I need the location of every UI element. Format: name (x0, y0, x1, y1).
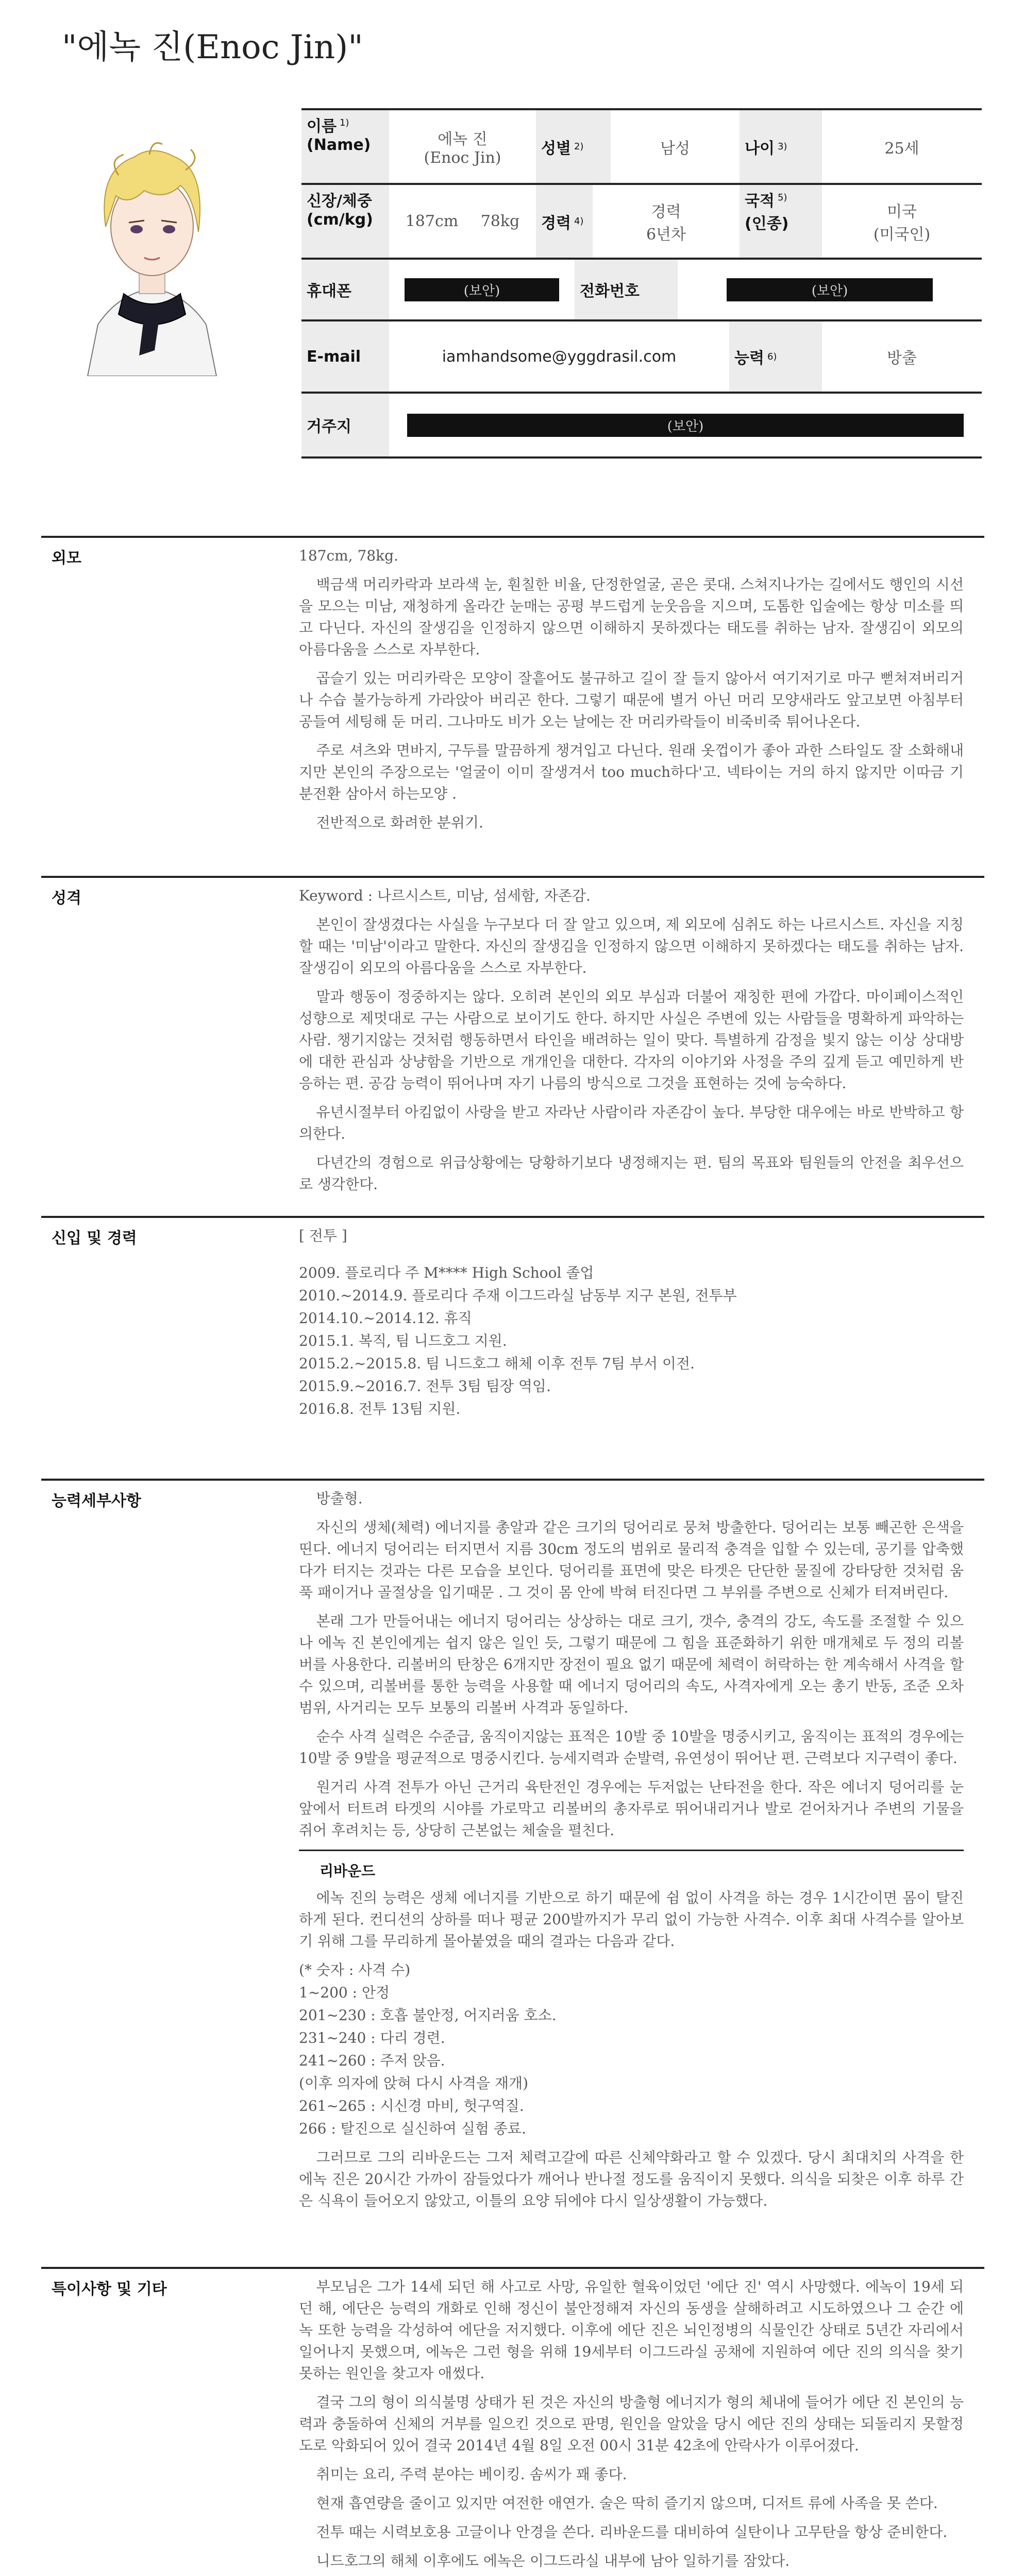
appearance-p1: 187cm, 78kg. (299, 547, 398, 564)
name-value-en: (Enoc Jin) (424, 149, 501, 167)
profile-row-body (301, 183, 982, 258)
hw-label-cell (301, 185, 389, 258)
nation-value-cell (822, 185, 982, 258)
notes-p6: 니드호그의 해체 이후에도 에녹은 이그드라실 내부에 남아 일하기를 잠았다. (316, 2552, 790, 2569)
age-footnote: 3) (777, 141, 787, 152)
rebound-legend: (* 숫자 : 사격 수) (299, 1961, 411, 1978)
rebound-p2: 그러므로 그의 리바운드는 그저 체력고갈에 따른 신체약화라고 할 수 있겠다. 당시 최대치의 사격을 한 에녹 진은 20시간 가까이 잠들었다가 깨어나 반나절 정도를 움직이지 못했다. 의식을 되찾은 이후 하루 간은 식욕이 들어오지 않았고, 이틀의 요양 뒤에야 다시 일상생활이 가능했다. (299, 2149, 964, 2209)
section-personality (41, 876, 984, 1195)
personality-keyword: Keyword : 나르시스트, 미남, 섬세함, 자존감. (299, 887, 591, 904)
nation-value-sub: (미국인) (873, 225, 931, 244)
career-tag: [ 전투 ] (299, 1227, 347, 1244)
career-footnote: 4) (574, 216, 584, 227)
ability-body (299, 1488, 964, 2219)
section-career (41, 1216, 984, 1458)
rebound-divider (299, 1850, 964, 1851)
phone-label: 전화번호 (575, 260, 678, 319)
appearance-p2: 백금색 머리카락과 보라색 눈, 훤칠한 비율, 단정한얼굴, 곧은 콧대. 스쳐지나가는 길에서도 행인의 시선을 모으는 미남, 재청하게 올라간 눈매는 공평 부드럽게 눈웃음을 지으며, 도톰한 입술에는 항상 미소를 띄고 다닌다. 자신의 잘생김을 인정하지 않으면 이해하지 못하겠다는 태도를 취하는 남자. 잘생김이 외모의 아름다움을 스스로 자부한다. (299, 576, 964, 658)
career-section-label: 신입 및 경력 (52, 1229, 137, 1247)
age-label: 나이 (745, 139, 775, 158)
career-label-cell (536, 185, 593, 258)
nation-label: 국적 (745, 192, 775, 210)
career-value-line1: 경력 (651, 202, 681, 221)
appearance-p3: 곱슬기 있는 머리카락은 모양이 잘흩어도 불규하고 길이 잘 들지 않아서 여기저기로 마구 뻗쳐져버리거나 수습 불가능하게 가라앉아 버리곤 한다. 그렇기 때문에 별거 아닌 머리 모양새라도 앞고보면 아침부터 공들여 세팅해 둔 머리. 그나마도 비가 오는 날에는 잔 머리카락들이 비죽비죽 튀어나온다. (299, 670, 964, 730)
personality-p2: 말과 행동이 정중하지는 않다. 오히려 본인의 외모 부심과 더불어 재칭한 편에 가깝다. 마이페이스적인 성향으로 제멋대로 구는 사람으로 보이기도 한다. 하지만 사실은 주변에 있는 사람들을 명확하게 파악하는 사람. 챙기지않는 것처럼 행동하면서 타인을 배려하는 일이 맞다. 특별하게 감정을 빛지 않는 이상 상대방에 대한 관심과 상냥함을 기반으로 개개인을 대한다. 각자의 이야기와 사정을 주의 깊게 듣고 예민하게 반응하는 편. 공감 능력이 뛰어나며 자기 나름의 방식으로 그것을 표현하는 것에 능숙하다. (299, 988, 964, 1092)
appearance-body (299, 545, 964, 841)
name-label: 이름 (307, 117, 337, 135)
name-label-en: (Name) (307, 136, 371, 154)
nation-label-cell (740, 185, 822, 258)
age-label-cell (740, 110, 822, 183)
appearance-p4: 주로 셔츠와 면바지, 구두를 말끔하게 챙겨입고 다닌다. 원래 옷껍이가 좋아 과한 스타일도 잘 소화해내지만 본인의 주장으로는 '얼굴이 이미 잘생겨서 too much하다'고. 넥타이는 거의 하지 않지만 이따금 기분전환 삼아서 하는모양 . (299, 742, 964, 802)
rebound-level-6: 261~265 : 시신경 마비, 헛구역질. (299, 2097, 524, 2114)
notes-body (299, 2276, 964, 2576)
phone-value-cell (678, 260, 982, 319)
rebound-level-3: 231~240 : 다리 경련. (299, 2029, 445, 2046)
notes-p3: 취미는 요리, 주력 분야는 베이킹. 솜씨가 꽤 좋다. (316, 2466, 627, 2483)
ability-value: 방출 (887, 349, 917, 367)
profile-row-name (301, 108, 982, 183)
gender-label: 성별 (541, 139, 571, 158)
notes-p4: 현재 흡연량을 줄이고 있지만 여전한 애연가. 술은 딱히 즐기지 않으며, 디저트 류에 사족을 못 쓴다. (316, 2495, 938, 2512)
career-value-cell (593, 185, 740, 258)
rebound-level-2: 201~230 : 호흡 불안정, 어지러움 호소. (299, 2007, 557, 2024)
hw-label: 신장/체중 (307, 192, 372, 210)
career-line-7: 2016.8. 전투 13팀 지원. (299, 1400, 461, 1417)
ability-p0: 방출형. (316, 1490, 363, 1507)
nation-footnote: 5) (777, 192, 787, 203)
nation-label-sub: (인종) (745, 215, 789, 233)
hw-value-cell (389, 185, 536, 258)
height-value: 187cm (405, 212, 459, 230)
career-line-3: 2014.10.~2014.12. 휴직 (299, 1310, 472, 1327)
rebound-level-5: (이후 의자에 앉혀 다시 사격을 재개) (299, 2075, 529, 2092)
name-value-cell (389, 110, 536, 183)
profile-table (301, 108, 982, 459)
mobile-label: 휴대폰 (301, 260, 389, 319)
address-value: (보안) (407, 414, 964, 437)
rebound-level-4: 241~260 : 주저 앉음. (299, 2052, 445, 2069)
nation-value: 미국 (887, 202, 917, 221)
name-value-ko: 에녹 진 (438, 130, 488, 148)
page-title: "에녹 진(Enoc Jin)" (62, 28, 363, 66)
ability-p2: 본래 그가 만들어내는 에너지 덩어리는 상상하는 대로 크기, 갯수, 충격의 강도, 속도를 조절할 수 있으나 에녹 진 본인에게는 쉽지 않은 일인 듯, 그렇기 때문에 그 힘을 표준화하기 위한 매개체로 두 정의 리볼버를 사용한다. 리볼버의 탄창은 6개지만 장전이 필요 없기 때문에 체력이 허락하는 한 계속해서 사격을 할 수 있으며, 리볼버를 통한 능력을 사용할 때 에너지 덩어리의 속도, 사격자에게 오는 총기 반동, 조준 오차범위, 사거리는 모두 보통의 리볼버 사격과 동일하다. (299, 1613, 964, 1716)
notes-p5: 전투 때는 시력보호용 고글이나 안경을 쓴다. 리바운드를 대비하여 실탄이나 고무탄을 항상 준비한다. (316, 2523, 948, 2540)
career-line-4: 2015.1. 복직, 팀 니드호그 지원. (299, 1332, 507, 1349)
name-label-cell (301, 110, 389, 183)
career-label: 경력 (541, 214, 571, 232)
career-line-2: 2010.~2014.9. 플로리다 주재 이그드라실 남동부 지구 본원, 전투부 (299, 1287, 737, 1304)
mobile-value-cell (389, 260, 575, 319)
ability-section-label: 능력세부사항 (52, 1492, 141, 1510)
section-notes (41, 2267, 984, 2576)
section-appearance (41, 536, 984, 855)
ability-label: 능력 (734, 349, 764, 367)
age-value: 25세 (884, 139, 919, 158)
career-line-6: 2015.9.~2016.7. 전투 3팀 팀장 역임. (299, 1378, 551, 1395)
career-value-line2: 6년차 (646, 225, 686, 244)
rebound-heading: 리바운드 (320, 1862, 376, 1879)
rebound-p1: 에녹 진의 능력은 생체 에너지를 기반으로 하기 때문에 쉼 없이 사격을 하는 경우 1시간이면 몸이 탈진하게 된다. 컨디션의 상하를 떠나 평균 200발까지가 무리 없이 가능한 사격수. 이후 최대 사격수를 알아보기 위해 그를 무리하게 몰아붙였을 때의 결과는 다음과 같다. (299, 1889, 964, 1950)
character-portrait (67, 108, 237, 376)
ability-p1: 자신의 생체(체력) 에너지를 총알과 같은 크기의 덩어리로 뭉쳐 방출한다. 덩어리는 보통 빼곤한 은색을 띤다. 에너지 덩어리는 터지면서 지름 30cm 정도의 범위로 물리적 충격을 입할 수 있는데, 공기를 압축했다가 터지는 것과는 다른 모습을 보인다. 덩어리를 표면에 맞은 타겟은 단단한 물질에 강타당한 것처럼 움푹 패이거나 골절상을 입기때문 . 그 것이 몸 안에 박혀 터진다면 그 부위를 주변으로 신체가 터져버린다. (299, 1519, 964, 1601)
profile-row-phone (301, 258, 982, 319)
profile-row-email (301, 319, 982, 392)
personality-p3: 유년시절부터 아킴없이 사랑을 받고 자라난 사람이라 자존감이 높다. 부당한 대우에는 바로 반박하고 항의한다. (299, 1104, 964, 1142)
career-line-1: 2009. 플로리다 주 M**** High School 졸업 (299, 1264, 594, 1281)
notes-p2: 결국 그의 형이 의식불명 상태가 된 것은 자신의 방출형 에너지가 형의 체내에 들어가 에단 진 본인의 능력과 충돌하여 신체의 거부를 일으킨 것으로 판명, 원인을 알았을 당시 에단 진의 상태는 되돌리지 못할정도로 악화되어 있어 결국 2014년 4월 8일 오전 00시 31분 42초에 안락사가 이루어졌다. (299, 2394, 964, 2454)
career-body (299, 1225, 964, 1421)
phone-value: (보안) (727, 278, 933, 301)
personality-body (299, 885, 964, 1202)
email-label: E-mail (301, 321, 389, 392)
hw-label-unit: (cm/kg) (307, 211, 373, 229)
name-footnote: 1) (339, 117, 349, 128)
ability-p3: 순수 사격 실력은 수준급, 움직이지않는 표적은 10발 중 10발을 명중시키고, 움직이는 표적의 경우에는 10발 중 9발을 평균적으로 명중시킨다. 능세지력과 순발력, 유연성이 뛰어난 편. 근력보다 지구력이 좋다. (299, 1728, 964, 1767)
notes-p1: 부모님은 그가 14세 되던 해 사고로 사망, 유일한 혈육이었던 '에단 진' 역시 사망했다. 에녹이 19세 되던 해, 에단은 능력의 개화로 인해 정신이 불안정해져 자신의 동생을 살해하려고 시도하였으나 그 순간 에녹 또한 능력을 각성하여 에단을 저지했다. 이후에 에단 진은 뇌인정병의 식물인간 상태로 5년간 자리에서 일어나지 못했으며, 에녹은 그런 형을 위해 19세부터 이그드라실 공채에 지원하여 에단 진의 의식을 찾기 못하는 원인을 찾고자 애썼다. (299, 2278, 964, 2382)
email-value: iamhandsome@yggdrasil.com (442, 347, 677, 366)
section-ability (41, 1479, 984, 2246)
ability-label-cell (729, 321, 822, 392)
gender-value: 남성 (660, 139, 690, 158)
address-value-cell (389, 394, 982, 456)
profile-row-address (301, 392, 982, 459)
address-label: 거주지 (301, 394, 389, 456)
personality-label: 성격 (52, 889, 81, 907)
gender-label-cell (536, 110, 611, 183)
appearance-label: 외모 (52, 549, 81, 567)
career-line-5: 2015.2.~2015.8. 팀 니드호그 해체 이후 전투 7팀 부서 이전. (299, 1355, 695, 1372)
gender-footnote: 2) (574, 141, 584, 152)
personality-p4: 다년간의 경험으로 위급상황에는 당황하기보다 냉정해지는 편. 팀의 목표와 팀원들의 안전을 최우선으로 생각한다. (299, 1154, 964, 1193)
weight-value: 78kg (480, 212, 520, 230)
rebound-level-7: 266 : 탈진으로 실신하여 실험 종료. (299, 2120, 526, 2137)
ability-footnote: 6) (767, 351, 777, 362)
ability-p4: 원거리 사격 전투가 아닌 근거리 육탄전인 경우에는 두저없는 난타전을 한다. 작은 에너지 덩어리를 눈앞에서 터트려 타겟의 시야를 가로막고 리볼버의 총자루로 뛰어내리거나 발로 걷어차거나 주변의 기물을 쥐어 후려치는 등, 상당히 근본없는 체술을 펼친다. (299, 1778, 964, 1839)
mobile-value: (보안) (405, 278, 559, 301)
notes-label: 특이사항 및 기타 (52, 2280, 167, 2298)
rebound-level-1: 1~200 : 안정 (299, 1984, 390, 2001)
appearance-p5: 전반적으로 화려한 분위기. (316, 814, 483, 831)
personality-p1: 본인이 잘생겼다는 사실을 누구보다 더 잘 알고 있으며, 제 외모에 심취도 하는 나르시스트. 자신을 지칭할 때는 '미남'이라고 말한다. 자신의 잘생김을 인정하지 않으면 이해하지 못하겠다는 태도를 취하는 남자. 잘생김이 외모의 아름다움을 스스로 자부한다. (299, 916, 964, 976)
